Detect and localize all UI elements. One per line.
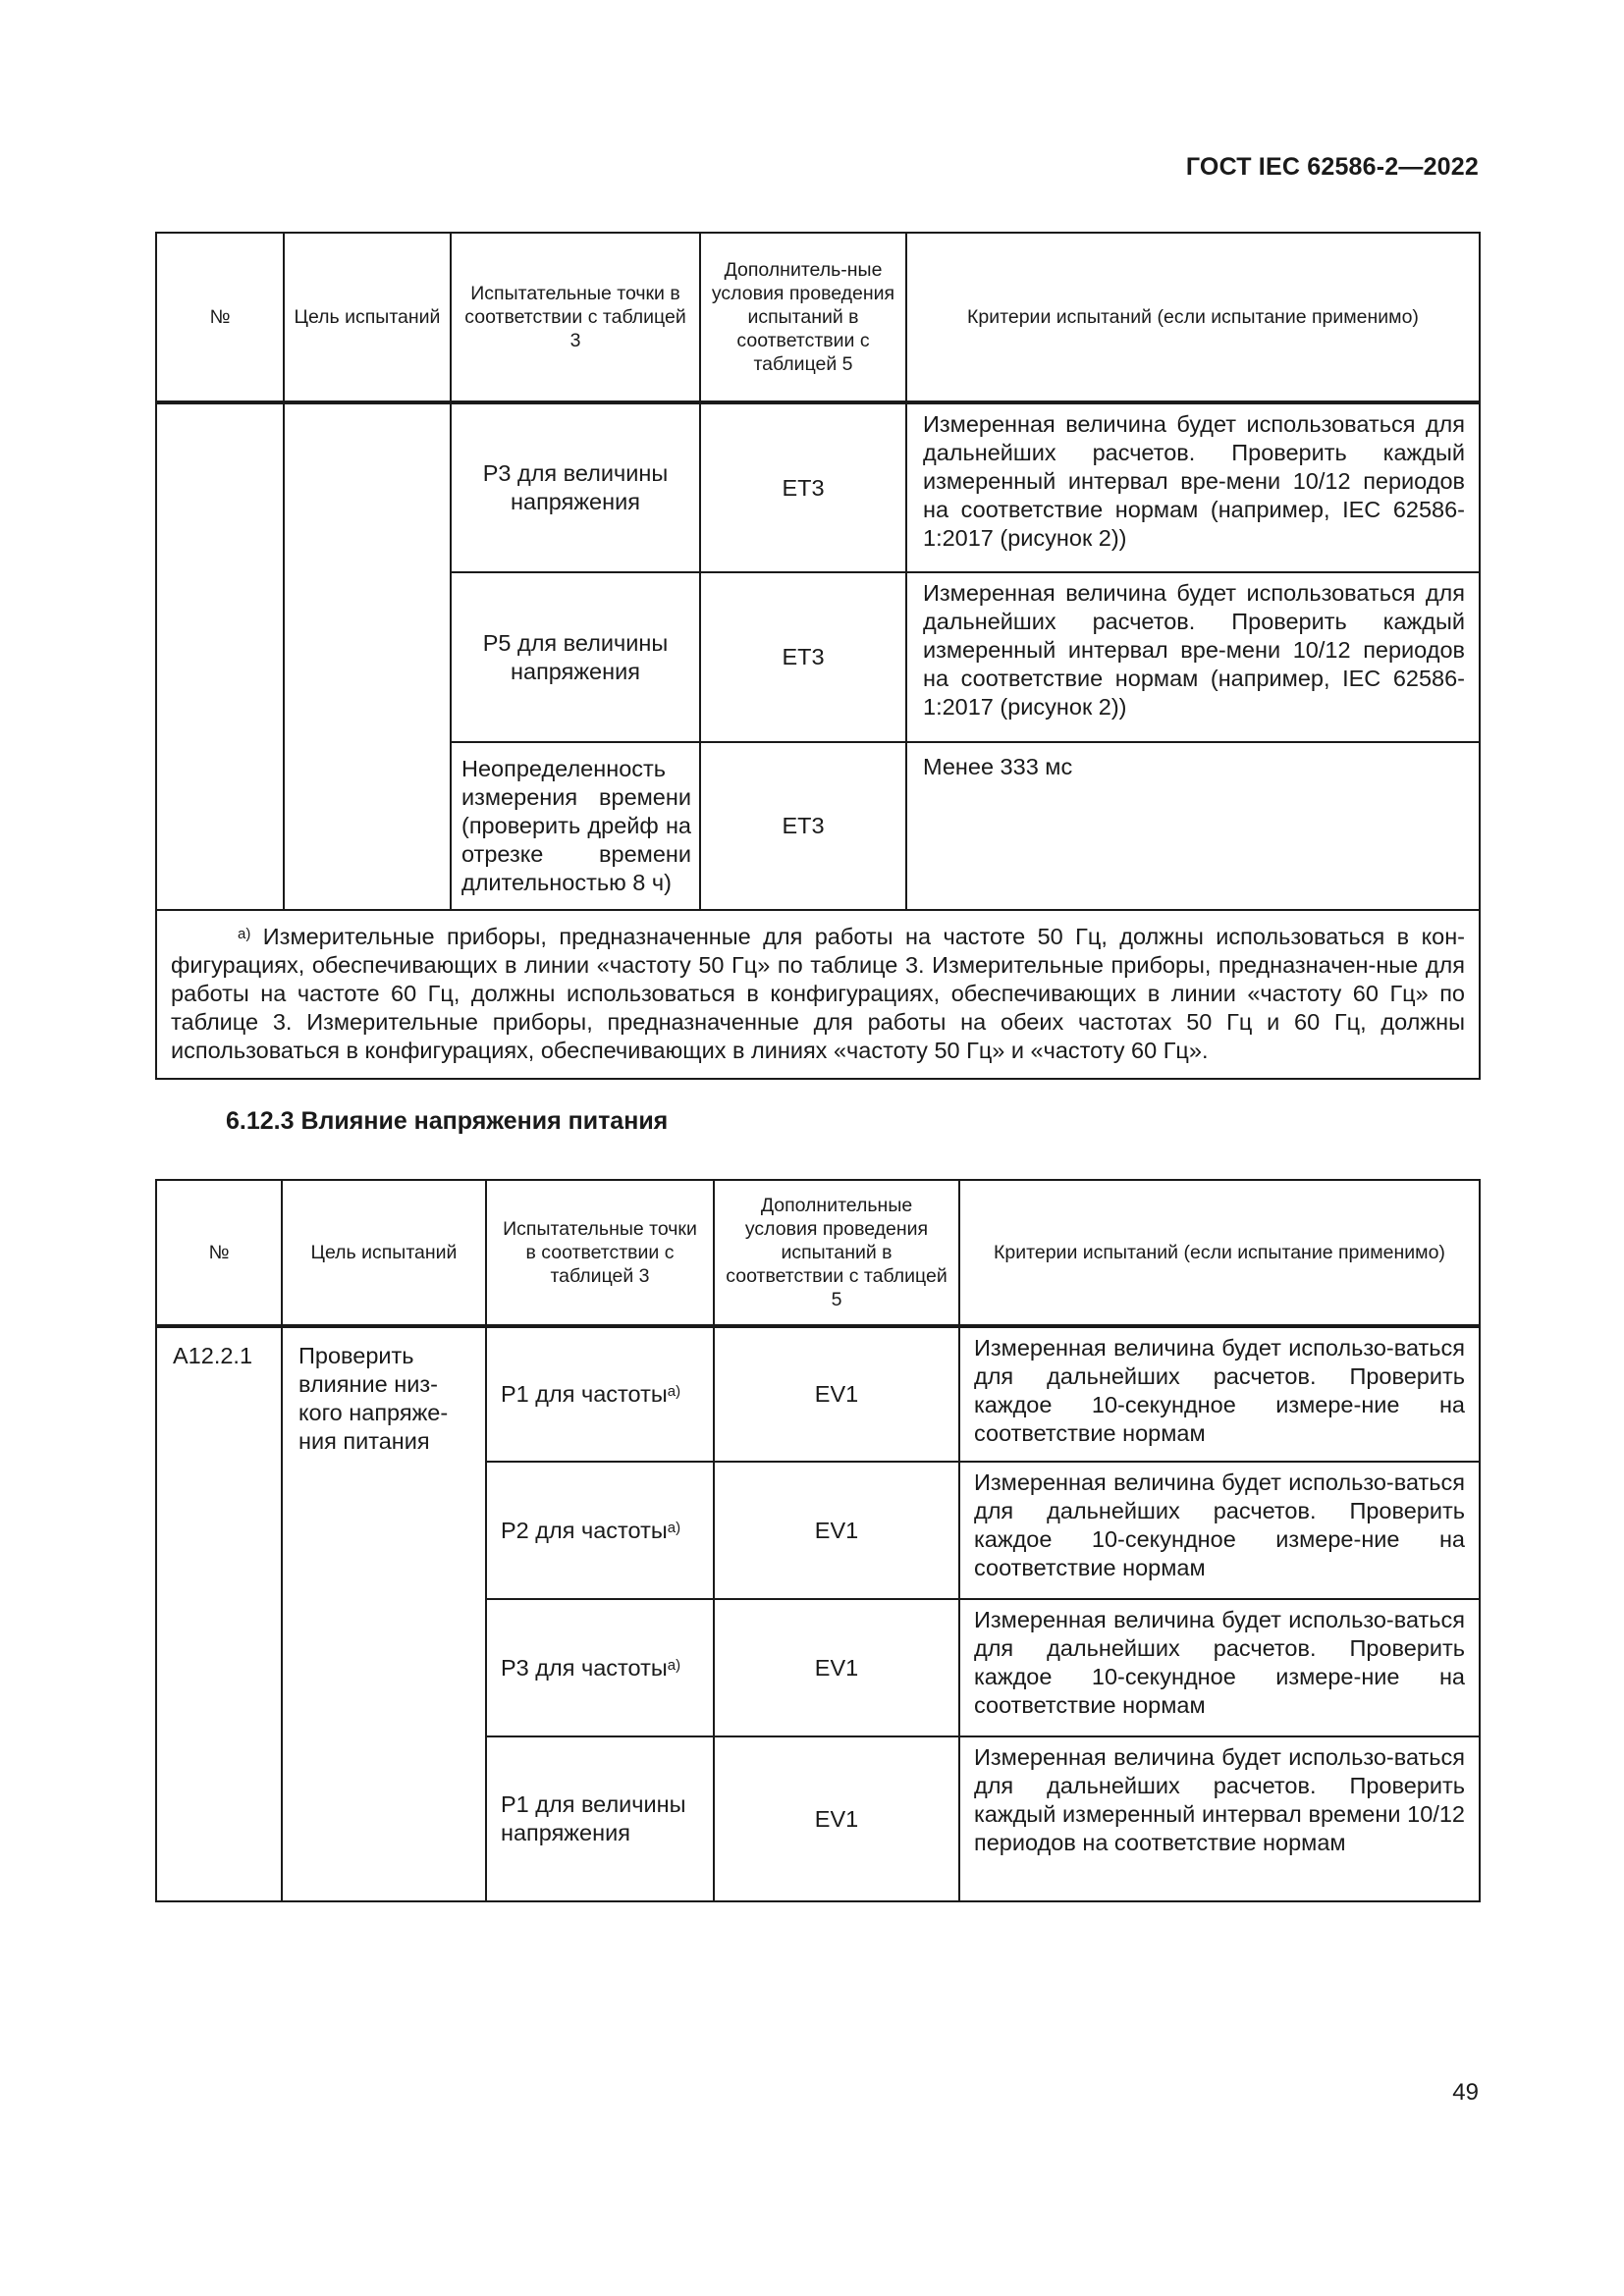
footnote-text: Измерительные приборы, предназначенные для работы на частоте 50 Гц, должны использоваться в кон-фигурациях, обеспечивающих в линии «частоту 50 Гц» по таблице 3. Измерительные приборы, предназначен-ные для работы на частоте 60 Гц, должны использоваться в конфигурациях, обеспечивающих в линии «частоту 60 Гц» по таблице 3. Измерительные приборы, предназначенные для работы на обеих частотах 50 Гц и 60 Гц, должны использоваться в конфигурациях, обеспечивающих в линиях «частоту 50 Гц» и «частоту 60 Гц». bbox=[171, 923, 1465, 1063]
point-label: Р1 для величины напряжения bbox=[501, 1791, 686, 1845]
cell-condition: EV1 bbox=[714, 1599, 959, 1736]
footnote-mark: а) bbox=[667, 1656, 681, 1674]
cell-criteria: Менее 333 мс bbox=[906, 742, 1480, 910]
cell-point: Р3 для величины напряжения bbox=[451, 402, 700, 572]
point-label: Р2 для частоты bbox=[501, 1517, 668, 1543]
cell-point bbox=[486, 1736, 714, 1901]
cell-point: Неопределенность измерения времени (проверить дрейф на отрезке времени длительностью 8 ч) bbox=[451, 742, 700, 910]
header-num: № bbox=[156, 1180, 282, 1326]
table-footnote bbox=[156, 910, 1480, 1079]
table-header-row bbox=[156, 233, 1480, 402]
header-num: № bbox=[156, 233, 284, 402]
cell-criteria: Измеренная величина будет использо-ваться для дальнейших расчетов. Проверить каждое 10-секундное измере-ние на соответствие нормам bbox=[959, 1599, 1480, 1736]
cell-test-goal: Проверить влияние низ-кого напряже-ния питания bbox=[282, 1326, 486, 1901]
footnote-mark: а) bbox=[667, 1519, 681, 1536]
page-number: 49 bbox=[1452, 2079, 1479, 2106]
cell-condition: EV1 bbox=[714, 1462, 959, 1599]
cell-condition: ЕТ3 bbox=[700, 742, 906, 910]
table-row bbox=[156, 1326, 1480, 1462]
header-goal: Цель испытаний bbox=[284, 233, 451, 402]
section-heading: 6.12.3 Влияние напряжения питания bbox=[226, 1107, 669, 1135]
cell-criteria: Измеренная величина будет использоваться для дальнейших расчетов. Проверить каждый измеренный интервал вре-мени 10/12 периодов на соответствие нормам (например, IEC 62586-1:2017 (рисунок 2)) bbox=[906, 572, 1480, 742]
cell-criteria: Измеренная величина будет использоваться для дальнейших расчетов. Проверить каждый измеренный интервал вре-мени 10/12 периодов на соответствие нормам (например, IEC 62586-1:2017 (рисунок 2)) bbox=[906, 402, 1480, 572]
header-points: Испытательные точки в соответствии с таблицей 3 bbox=[486, 1180, 714, 1326]
footnote-mark: а) bbox=[238, 925, 251, 942]
point-label: Р1 для частоты bbox=[501, 1381, 668, 1407]
test-table-supply-voltage bbox=[155, 1179, 1481, 1902]
cell-test-id: А12.2.1 bbox=[156, 1326, 282, 1901]
header-conditions: Дополнительные условия проведения испытаний в соответствии с таблицей 5 bbox=[714, 1180, 959, 1326]
header-conditions: Дополнитель-ные условия проведения испытаний в соответствии с таблицей 5 bbox=[700, 233, 906, 402]
cell-point bbox=[486, 1326, 714, 1462]
test-table-continued bbox=[155, 232, 1481, 1080]
cell-point bbox=[486, 1462, 714, 1599]
cell-criteria: Измеренная величина будет использо-ваться для дальнейших расчетов. Проверить каждый измеренный интервал времени 10/12 периодов на соответствие нормам bbox=[959, 1736, 1480, 1901]
footnote-mark: а) bbox=[667, 1383, 681, 1400]
cell-num-empty bbox=[156, 402, 284, 910]
cell-condition: EV1 bbox=[714, 1736, 959, 1901]
header-goal: Цель испытаний bbox=[282, 1180, 486, 1326]
cell-goal-empty bbox=[284, 402, 451, 910]
header-criteria: Критерии испытаний (если испытание применимо) bbox=[906, 233, 1480, 402]
cell-condition: EV1 bbox=[714, 1326, 959, 1462]
cell-condition: ЕТ3 bbox=[700, 402, 906, 572]
table-row bbox=[156, 402, 1480, 572]
cell-criteria: Измеренная величина будет использо-ваться для дальнейших расчетов. Проверить каждое 10-секундное измере-ние на соответствие нормам bbox=[959, 1462, 1480, 1599]
footnote-row bbox=[156, 910, 1480, 1079]
cell-criteria: Измеренная величина будет использо-ваться для дальнейших расчетов. Проверить каждое 10-секундное измере-ние на соответствие нормам bbox=[959, 1326, 1480, 1462]
point-label: Р3 для частоты bbox=[501, 1654, 668, 1681]
document-code: ГОСТ IEC 62586-2—2022 bbox=[1185, 153, 1479, 181]
cell-condition: ЕТ3 bbox=[700, 572, 906, 742]
header-criteria: Критерии испытаний (если испытание применимо) bbox=[959, 1180, 1480, 1326]
header-points: Испытательные точки в соответствии с таблицей 3 bbox=[451, 233, 700, 402]
cell-point: Р5 для величины напряжения bbox=[451, 572, 700, 742]
table-header-row bbox=[156, 1180, 1480, 1326]
cell-point bbox=[486, 1599, 714, 1736]
